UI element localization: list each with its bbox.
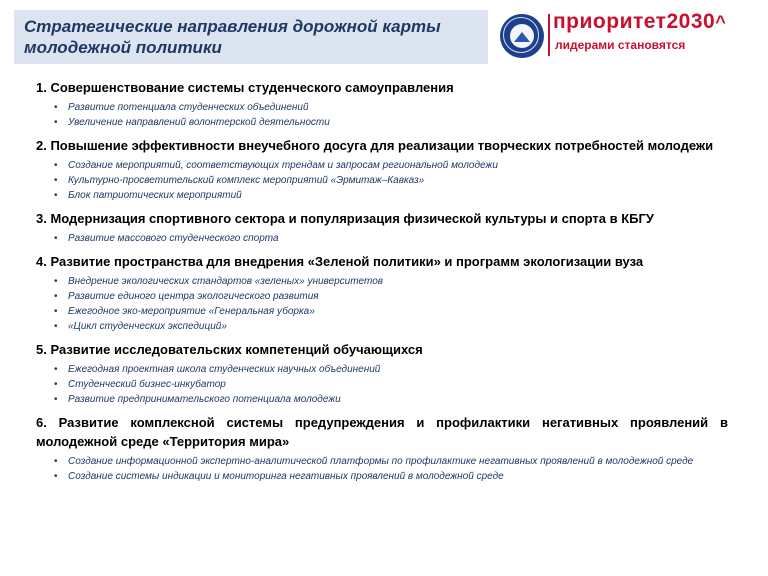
list-item <box>36 274 728 289</box>
list-item <box>36 188 728 203</box>
list-item <box>36 454 728 469</box>
list-item-text: Ежегодная проектная школа студенческих научных объединений <box>68 364 381 375</box>
list-item-text: Развитие единого центра экологического развития <box>68 291 319 302</box>
bullet-icon: • <box>54 102 58 113</box>
list-item-text: «Цикл студенческих экспедиций» <box>68 321 227 332</box>
section-6 <box>36 413 728 484</box>
bullet-icon: • <box>54 456 58 467</box>
section-heading: 6. Развитие комплексной системы предупреждения и профилактики негативных проявлений в молодежной среде «Территория мира» <box>36 415 728 449</box>
page-title: Стратегические направления дорожной карты молодежной политики <box>24 17 441 57</box>
bullet-icon: • <box>54 291 58 302</box>
list-item-text: Увеличение направлений волонтерской деятельности <box>68 117 330 128</box>
list-item <box>36 289 728 304</box>
list-item-text: Создание мероприятий, соответствующих трендам и запросам региональной молодежи <box>68 160 498 171</box>
bullet-icon: • <box>54 117 58 128</box>
bullet-icon: • <box>54 175 58 186</box>
section-list <box>36 231 728 246</box>
bullet-icon: • <box>54 306 58 317</box>
list-item <box>36 173 728 188</box>
section-3 <box>36 209 728 246</box>
section-list <box>36 454 728 484</box>
list-item-text: Развитие массового студенческого спорта <box>68 233 279 244</box>
section-1 <box>36 78 728 130</box>
section-heading: 5. Развитие исследовательских компетенций обучающихся <box>36 342 423 357</box>
section-4 <box>36 252 728 334</box>
section-heading: 3. Модернизация спортивного сектора и популяризация физической культуры и спорта в КБГУ <box>36 211 654 226</box>
list-item-text: Ежегодное эко-мероприятие «Генеральная уборка» <box>68 306 315 317</box>
section-heading: 4. Развитие пространства для внедрения «Зеленой политики» и программ экологизации вуза <box>36 254 644 269</box>
brand-slogan: лидерами становятся <box>555 38 686 52</box>
brand-caret-icon: ^ <box>715 12 727 32</box>
section-list <box>36 100 728 130</box>
mountain-icon <box>514 32 530 42</box>
list-item <box>36 469 728 484</box>
section-heading: 1. Совершенствование системы студенческого самоуправления <box>36 80 454 95</box>
list-item <box>36 304 728 319</box>
list-item <box>36 100 728 115</box>
list-item-text: Культурно-просветительский комплекс мероприятий «Эрмитаж–Кавказ» <box>68 175 425 186</box>
list-item <box>36 158 728 173</box>
brand-logo <box>553 10 726 34</box>
bullet-icon: • <box>54 471 58 482</box>
bullet-icon: • <box>54 160 58 171</box>
section-list <box>36 362 728 407</box>
list-item-text: Развитие предпринимательского потенциала молодежи <box>68 394 341 405</box>
bullet-icon: • <box>54 364 58 375</box>
bullet-icon: • <box>54 276 58 287</box>
list-item <box>36 115 728 130</box>
section-list <box>36 158 728 203</box>
bullet-icon: • <box>54 321 58 332</box>
list-item-text: Создание информационной экспертно-аналитической платформы по профилактике негативных проявлений в молодежной среде <box>68 456 694 467</box>
section-5 <box>36 340 728 407</box>
list-item-text: Студенческий бизнес-инкубатор <box>68 379 226 390</box>
bullet-icon: • <box>54 394 58 405</box>
list-item-text: Развитие потенциала студенческих объединений <box>68 102 309 113</box>
list-item-text: Блок патриотических мероприятий <box>68 190 242 201</box>
list-item <box>36 231 728 246</box>
section-heading: 2. Повышение эффективности внеучебного досуга для реализации творческих потребностей молодежи <box>36 138 714 153</box>
list-item <box>36 362 728 377</box>
list-item-text: Внедрение экологических стандартов «зеленых» университетов <box>68 276 384 287</box>
brand-year: 2030 <box>666 10 716 33</box>
university-seal-icon <box>500 14 544 58</box>
bullet-icon: • <box>54 190 58 201</box>
content <box>36 78 728 490</box>
title-box <box>14 10 488 64</box>
section-2 <box>36 136 728 203</box>
list-item <box>36 392 728 407</box>
brand-name: приоритет <box>553 10 667 33</box>
bullet-icon: • <box>54 379 58 390</box>
bullet-icon: • <box>54 233 58 244</box>
logo-divider <box>548 14 550 56</box>
seal-emblem <box>510 24 534 48</box>
list-item <box>36 377 728 392</box>
section-list <box>36 274 728 334</box>
list-item <box>36 319 728 334</box>
list-item-text: Создание системы индикации и мониторинга негативных проявлений в молодежной среде <box>68 471 504 482</box>
